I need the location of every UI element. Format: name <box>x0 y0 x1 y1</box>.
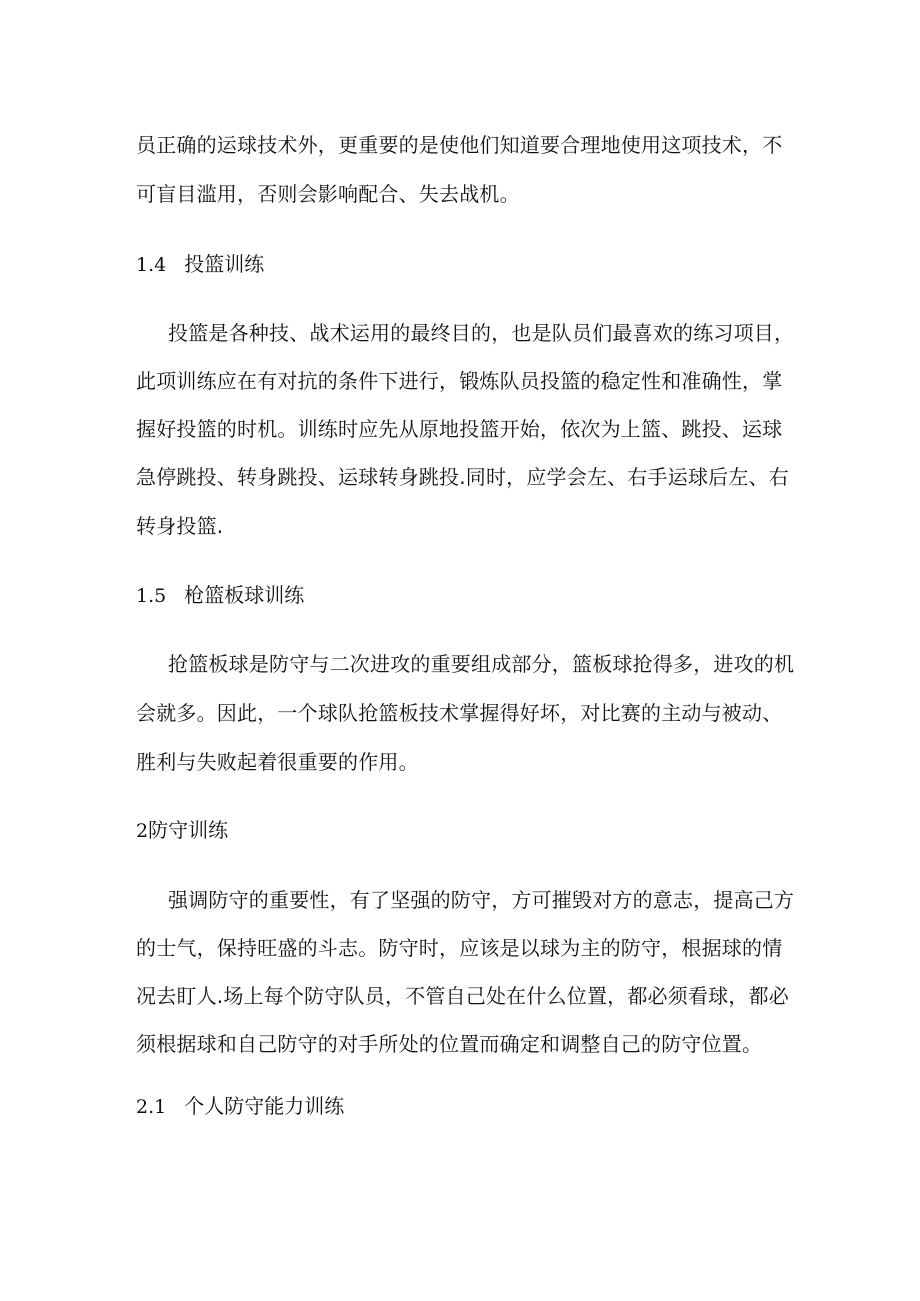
paragraph-line: 会就多。因此，一个球队抢篮板技术掌握得好坏，对比赛的主动与被动、 <box>136 701 783 725</box>
section-number: 1.4 <box>136 254 167 276</box>
section-number: 2.1 <box>136 1096 167 1118</box>
paragraph-line: 须根据球和自己防守的对手所处的位置而确定和调整自己的防守位置。 <box>136 1032 763 1056</box>
paragraph-line: 员正确的运球技术外，更重要的是使他们知道要合理地使用这项技术，不 <box>136 133 783 157</box>
paragraph-line: 抢篮板球是防守与二次进攻的重要组成部分，篮板球抢得多，进攻的机 <box>168 652 795 676</box>
section-number: 2 <box>136 820 149 842</box>
paragraph-line: 况去盯人.场上每个防守队员，不管自己处在什么位置，都必须看球，都必 <box>136 984 789 1008</box>
section-heading-1-4 <box>136 251 264 278</box>
section-title: 枪篮板球训练 <box>184 583 305 607</box>
section-heading-2-1 <box>136 1093 344 1120</box>
paragraph-line: 急停跳投、转身跳投、运球转身跳投.同时，应学会左、右手运球后左、右 <box>136 465 789 489</box>
section-heading-1-5 <box>136 582 304 609</box>
section-title: 防守训练 <box>148 818 229 842</box>
section-number: 1.5 <box>136 585 167 607</box>
paragraph-line: 此项训练应在有对抗的条件下进行，锻炼队员投篮的稳定性和准确性，掌 <box>136 369 783 393</box>
paragraph-line: 强调防守的重要性，有了坚强的防守，方可摧毁对方的意志，提高己方 <box>168 888 795 912</box>
paragraph-line: 胜利与失败起着很重要的作用。 <box>136 750 419 774</box>
paragraph-line: 握好投篮的时机。训练时应先从原地投篮开始，依次为上篮、跳投、运球 <box>136 417 783 441</box>
paragraph-line: 投篮是各种技、战术运用的最终目的，也是队员们最喜欢的练习项目， <box>168 321 795 345</box>
section-title: 个人防守能力训练 <box>184 1094 345 1118</box>
paragraph-line: 的士气，保持旺盛的斗志。防守时，应该是以球为主的防守，根据球的情 <box>136 936 783 960</box>
paragraph-line: 转身投篮. <box>136 514 224 538</box>
paragraph-line: 可盲目滥用，否则会影响配合、失去战机。 <box>136 182 520 206</box>
section-title: 投篮训练 <box>184 252 265 276</box>
section-heading-2 <box>136 817 228 844</box>
